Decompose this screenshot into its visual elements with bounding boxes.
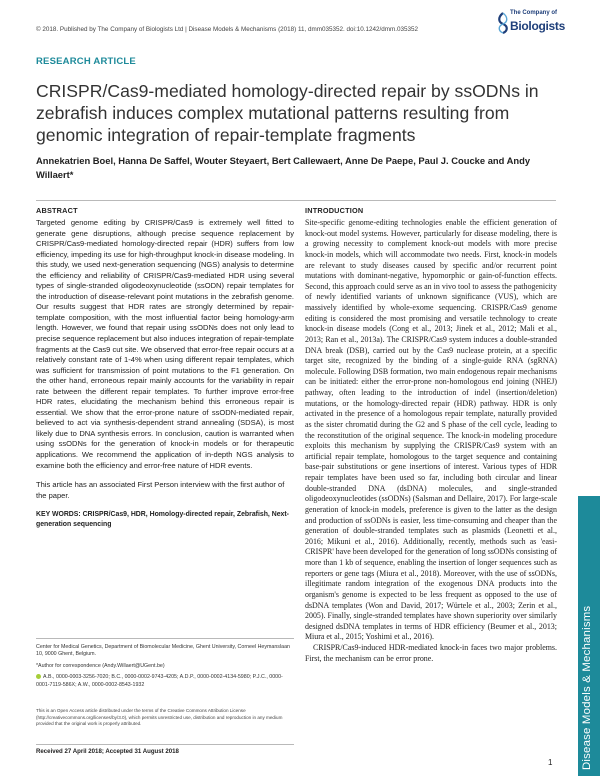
introduction-heading: INTRODUCTION [305,206,364,215]
publisher-logo-icon [496,12,510,34]
right-column [305,206,557,664]
abstract-text: Targeted genome editing by CRISPR/Cas9 is extremely well fitted to generate gene disruptions, although precise sequence replacement by CRISPR/Cas9-mediated homology-directed repair (HDR) suffers from low efficiency, impeding its use for high-throughput knock-in disease modeling. In this study, we used next-generation sequencing (NGS) analysis to determine the efficiency and reliability of CRISPR/Cas9-mediated HDR using several types of single-stranded oligodeoxynucleotide (ssODN) repair templates for the introduction of disease-relevant point mutations in the zebrafish genome. Our results suggest that HDR rates are strongly determined by repair-template composition, with the most influential factor being homology-arm length. However, we found that repair using ssODNs does not only lead to precise sequence replacement but also induces integration of repair-template fragments at the Cas9 cut site. We observed that error-free repair occurs at a relatively constant rate of 1-4% when using different repair templates, which was sufficient for transmission of point mutations to the F1 generation. On the other hand, erroneous repair mainly accounts for the variability in repair rate between the different repair templates. To further improve error-free HDR rates, elucidating the mechanism behind this erroneous repair is essential. We show that the error-prone nature of ssODN-mediated repair, believed to act via synthesis-dependent strand annealing (SDSA), is most likely due to DNA synthesis errors. In conclusion, caution is warranted when using ssODNs for the generation of knock-in models or for therapeutic applications. We recommend the application of in-depth NGS analysis to examine both the efficiency and error-free nature of HDR events. [36,218,295,470]
publisher-logo[interactable] [496,8,566,44]
left-column [36,206,294,529]
journal-side-banner-text: Disease Models & Mechanisms [581,605,593,770]
introduction-paragraph: CRISPR/Cas9-induced HDR-mediated knock-in faces two major problems. First, the mechanism can be error prone. [305,643,557,663]
abstract-heading: ABSTRACT [36,206,78,215]
introduction-paragraph: Site-specific genome-editing technologies enable the efficient generation of knock-out model systems. However, particularly for disease modeling, there is a growing necessity to complement knock-out models with more precise knock-in models, which will accommodate two needs. First, knock-in models are relevant to study diseases caused by specific and/or recurrent point mutations with dominant-negative, hypomorphic or gain-of-function effects. Second, this approach could serve as an in vivo tool to assess the pathogenicity of newly identified variants of unknown significance (VUS), which are massively identified by whole-exome sequencing. CRISPR/Cas9 genome editing is considered the most promising and versatile technology to create knock-in disease models (Cong et al., 2013; Jinek et al., 2012; Mali et al., 2013; Ran et al., 2013a). The CRISPR/Cas9 system induces a double-stranded DNA break (DSB), carried out by the Cas9 nuclease protein, at a specific target site, recognized by the binding of a single-guide RNA (sgRNA) molecule. Following DSB formation, two main endogenous repair mechanisms can be initiated: either the error-prone non-homologous end joining (NHEJ) pathway, often leading to the introduction of indel (insertion/deletion) mutations, or the homology-directed repair (HDR) pathway. HDR is only activated in the presence of a homologous repair template, naturally provided as the sister chromatid during the G2 and S phase of the cell cycle, leading to the reconstitution of the original sequence. The knock-in modeling procedure exploits this mechanism by supplying the CRISPR/Cas9 system with an artificial repair template, homologous to the target sequence and containing base-pair substitutions or gene insertions of interest. Various types of HDR repair templates have been used so far, including both circular and linear double-stranded DNA (dsDNA) molecules, and single-stranded oligodeoxynucleotides (ssODNs) (Salsman and Dellaire, 2017). For large-scale generation of knock-in models, preference is given to the latter as the design and production of ssODNs is easier, less time-consuming and cheaper than the generation of double-stranded templates such as plasmids (Leonetti et al., 2016; Mikuni et al., 2016). Additionally, recently, methods such as 'easi-CRISPR' have been developed for the generation of long ssODNs consisting of more than 1 kb of sequence, enabling the insertion of longer sequences such as reporters or gene tags (Miura et al., 2018). Moreover, with the use of ssODNs, illegitimate random integration of the exogenous DNA products into the organism's genome is expected to be less frequent as opposed to the use of dsDNA templates (Won and David, 2017; Würtele et al., 2003; Zerin et al., 2005). Finally, single-stranded templates have shown superiority over similarly designed dsDNA templates in terms of HDR efficiency (Beumer et al., 2013; Miura et al., 2015; Yoshimi et al., 2016). [305,218,557,642]
logo-text-top: The Company of [510,10,558,16]
orcid-line [36,674,294,689]
license-text: This is an Open Access article distributed under the terms of the Creative Commons Attribution License (http://creativecommons.org/licenses/by/3.0), which permits unrestricted use, distribution and reproduction in any medium provided that the original work is properly attributed. [36,708,283,727]
page-number: 1 [548,758,553,767]
introduction-body [305,218,557,664]
footnote-divider [36,638,294,639]
affiliation-text: Center for Medical Genetics, Department of Biomolecular Medicine, Ghent University, Corneel Heymanslaan 10, 9000 Ghent, Belgium. [36,644,290,658]
article-title: CRISPR/Cas9-mediated homology-directed repair by ssODNs in zebrafish induces complex mutational patterns resulting from genomic integration of repair-template fragments [36,81,539,145]
orcid-text[interactable]: A.B., 0000-0003-3256-7020; B.C., 0000-0002-9743-4205; A.D.P., 0000-0002-4134-5980; P.J.C., 0000-0001-7119-586X; A.W., 0000-0002-8543-1932 [36,674,283,688]
header-divider [36,200,556,201]
affiliation-block [36,644,294,693]
correspondence-text[interactable]: *Author for correspondence (Andy.Willaert@UGent.be) [36,662,165,669]
keywords: KEY WORDS: CRISPR/Cas9, HDR, Homology-directed repair, Zebrafish, Next-generation sequencing [36,511,289,528]
received-dates: Received 27 April 2018; Accepted 31 August 2018 [36,748,179,755]
article-type-label: RESEARCH ARTICLE [36,56,136,67]
logo-text-name: Biologists [510,19,566,33]
journal-citation: © 2018. Published by The Company of Biologists Ltd | Disease Models & Mechanisms (2018) 11, dmm035352. doi:10.1242/dmm.035352 [36,26,418,33]
orcid-icon [36,674,41,679]
first-person-note: This article has an associated First Person interview with the first author of the paper. [36,480,285,500]
author-list: Annekatrien Boel, Hanna De Saffel, Wouter Steyaert, Bert Callewaert, Anne De Paepe, Paul J. Coucke and Andy Willaert* [36,155,531,180]
received-divider [36,744,294,745]
